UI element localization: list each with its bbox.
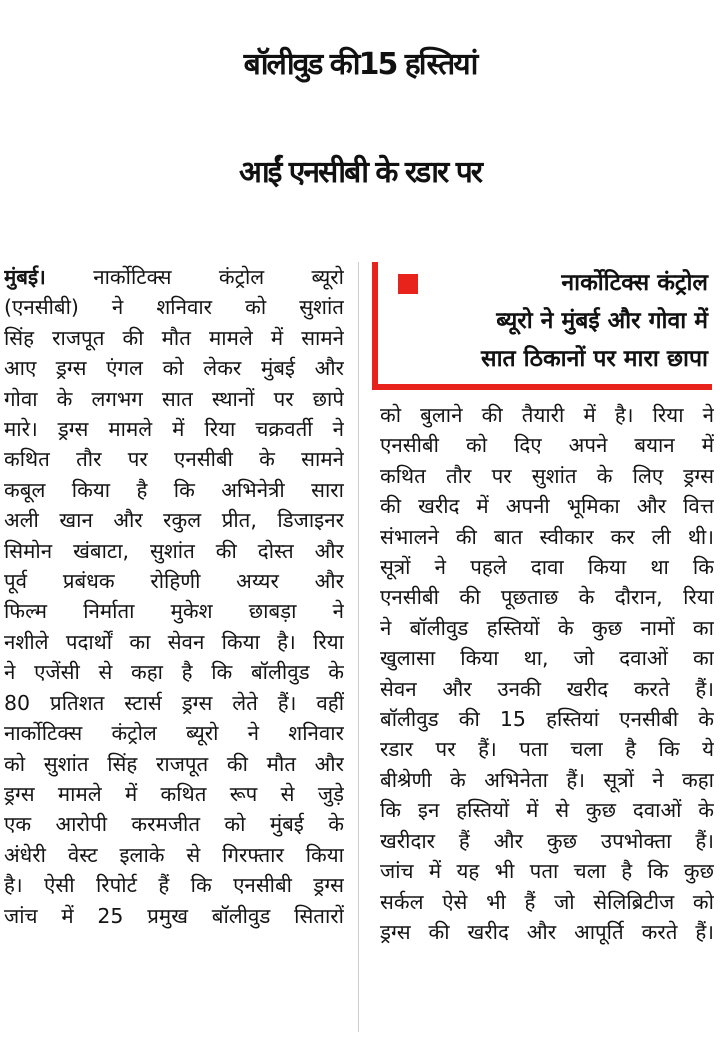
highlight-accent-bar-bottom bbox=[372, 384, 712, 390]
article-line bbox=[4, 262, 344, 292]
article-line: ड्रग्स की खरीद और आपूर्ति करते हैं। bbox=[380, 919, 714, 944]
article-line: पूर्व प्रबंधक रोहिणी अय्यर और bbox=[4, 569, 344, 594]
highlight-line: सात ठिकानों पर मारा छापा bbox=[481, 346, 708, 372]
column-divider bbox=[358, 262, 359, 1032]
article-line: रडार पर हैं। पता चला है कि ये bbox=[380, 737, 714, 762]
highlight-accent-bar-left bbox=[372, 262, 378, 390]
highlight-text bbox=[394, 264, 708, 378]
article-line: खुलासा किया था, जो दवाओं का bbox=[380, 646, 714, 671]
highlight-line: नार्कोटिक्स कंट्रोल bbox=[561, 270, 708, 296]
article-line: संभालने की बात स्वीकार कर ली थी। bbox=[380, 524, 714, 549]
article-line: गोवा के लगभग सात स्थानों पर छापे bbox=[4, 386, 344, 411]
article-line: कथित तौर पर सुशांत के लिए ड्रग्स bbox=[380, 463, 714, 488]
article-line: कबूल किया है कि अभिनेत्री सारा bbox=[4, 477, 344, 502]
left-column bbox=[4, 262, 344, 931]
article-line: है। ऐसी रिपोर्ट हैं कि एनसीबी ड्रग्स bbox=[4, 873, 344, 898]
article-line: सूत्रों ने पहले दावा किया था कि bbox=[380, 555, 714, 580]
article-line: कथित तौर पर एनसीबी के सामने bbox=[4, 447, 344, 472]
article-line: ड्रग्स मामले में कथित रूप से जुड़े bbox=[4, 781, 344, 806]
article-line: 80 प्रतिशत स्टार्स ड्रग्स लेते हैं। वहीं bbox=[4, 690, 344, 715]
right-column bbox=[380, 400, 714, 947]
article-line-text: नार्कोटिक्स कंट्रोल ब्यूरो bbox=[45, 265, 344, 289]
article-line: कि इन हस्तियों में से कुछ दवाओं के bbox=[380, 798, 714, 823]
article-line: सिंह राजपूत की मौत मामले में सामने bbox=[4, 325, 344, 350]
article-line: फिल्म निर्माता मुकेश छाबड़ा ने bbox=[4, 599, 344, 624]
article-line: को बुलाने की तैयारी में है। रिया ने bbox=[380, 403, 714, 427]
article-line: एक आरोपी करमजीत को मुंबई के bbox=[4, 812, 344, 837]
article-line: (एनसीबी) ने शनिवार को सुशांत bbox=[4, 295, 344, 320]
article-line: ने एजेंसी से कहा है कि बॉलीवुड के bbox=[4, 660, 344, 685]
article-line: नार्कोटिक्स कंट्रोल ब्यूरो ने शनिवार bbox=[4, 721, 344, 746]
highlight-box bbox=[372, 262, 712, 390]
article-line: बॉलीवुड की 15 हस्तियां एनसीबी के bbox=[380, 707, 714, 732]
article-line: सिमोन खंबाटा, सुशांत की दोस्त और bbox=[4, 538, 344, 563]
dateline: मुंबई। bbox=[4, 265, 46, 289]
article-line: अली खान और रकुल प्रीत, डिजाइनर bbox=[4, 508, 344, 533]
article-line: ने बॉलीवुड हस्तियों के कुछ नामों का bbox=[380, 615, 714, 640]
article-line: की खरीद में अपनी भूमिका और वित्त bbox=[380, 494, 714, 519]
article-line: जांच में 25 प्रमुख बॉलीवुड सितारों bbox=[4, 903, 344, 928]
article-line: एनसीबी को दिए अपने बयान में bbox=[380, 433, 714, 458]
article-line: आए ड्रग्स एंगल को लेकर मुंबई और bbox=[4, 356, 344, 381]
article-line: अंधेरी वेस्ट इलाके से गिरफ्तार किया bbox=[4, 842, 344, 867]
headline-line-2: आईं एनसीबी के रडार पर bbox=[238, 155, 482, 190]
article-line: बीश्रेणी के अभिनेता हैं। सूत्रों ने कहा bbox=[380, 767, 714, 792]
article-line: एनसीबी की पूछताछ के दौरान, रिया bbox=[380, 585, 714, 610]
headline-line-1: बॉलीवुड की15 हस्तियां bbox=[243, 47, 477, 82]
article-line: खरीदार हैं और कुछ उपभोक्ता हैं। bbox=[380, 828, 714, 853]
article-line: मारे। ड्रग्स मामले में रिया चक्रवर्ती ने bbox=[4, 417, 344, 442]
article-line: सर्कल ऐसे भी हैं जो सेलिब्रिटीज को bbox=[380, 889, 714, 914]
article-line: नशीले पदार्थों का सेवन किया है। रिया bbox=[4, 629, 344, 654]
highlight-line: ब्यूरो ने मुंबई और गोवा में bbox=[496, 308, 708, 334]
article-line: जांच में यह भी पता चला है कि कुछ bbox=[380, 859, 714, 884]
article-line: सेवन और उनकी खरीद करते हैं। bbox=[380, 676, 714, 701]
article-line: को सुशांत सिंह राजपूत की मौत और bbox=[4, 751, 344, 776]
